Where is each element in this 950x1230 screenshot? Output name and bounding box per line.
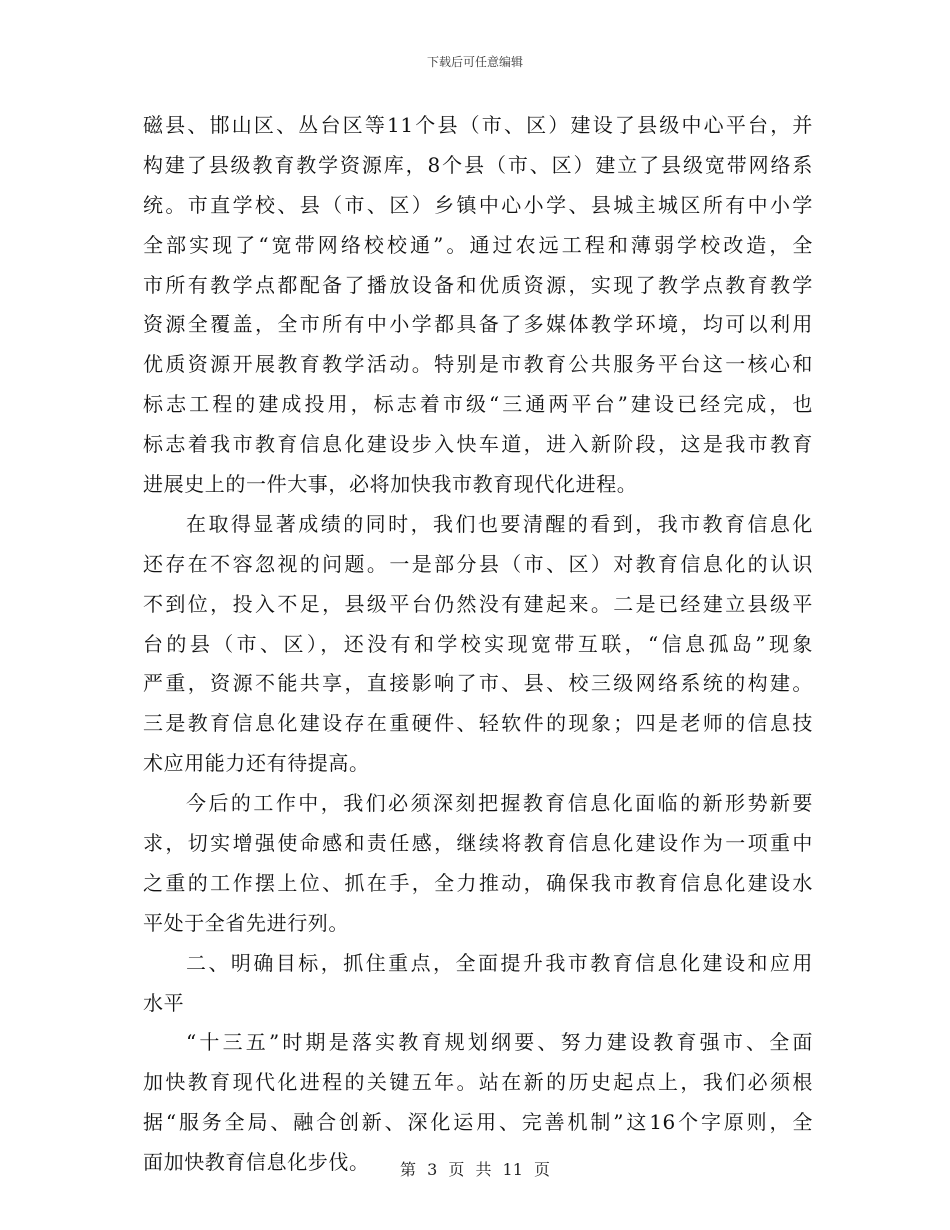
text-line: 构建了县级教育教学资源库，8个县（市、区）建立了县级宽带网络系 <box>143 152 813 177</box>
page-footer: 第 3 页 共 11 页 <box>400 1160 550 1179</box>
text-line: 磁县、邯山区、丛台区等11个县（市、区）建设了县级中心平台，并 <box>143 113 813 137</box>
paragraph <box>143 784 813 944</box>
paragraph <box>143 944 813 1024</box>
text-line: 市所有教学点都配备了播放设备和优质资源，实现了教学点教育教学 <box>143 272 813 297</box>
text-line: 严重，资源不能共享，直接影响了市、县、校三级网络系统的构建。 <box>143 671 813 696</box>
text-line: 标志工程的建成投用，标志着市级“三通两平台”建设已经完成，也 <box>143 392 813 417</box>
text-line: 全部实现了“宽带网络校校通”。通过农远工程和薄弱学校改造，全 <box>143 232 813 257</box>
page-header: 下载后可任意编辑 <box>426 55 523 69</box>
document-body <box>143 106 813 1183</box>
text-line: 求，切实增强使命感和责任感，继续将教育信息化建设作为一项重中 <box>143 831 813 856</box>
text-line: 在取得显著成绩的同时，我们也要清醒的看到，我市教育信息化 <box>186 511 813 536</box>
text-line: 今后的工作中，我们必须深刻把握教育信息化面临的新形势新要 <box>186 791 813 816</box>
text-line: “十三五”时期是落实教育规划纲要、努力建设教育强市、全面 <box>186 1030 813 1055</box>
text-line: 二、明确目标，抓住重点，全面提升我市教育信息化建设和应用 <box>186 950 813 975</box>
text-line: 优质资源开展教育教学活动。特别是市教育公共服务平台这一核心和 <box>143 352 813 377</box>
text-line: 还存在不容忽视的问题。一是部分县（市、区）对教育信息化的认识 <box>143 551 813 576</box>
text-line: 资源全覆盖，全市所有中小学都具备了多媒体教学环境，均可以利用 <box>143 312 813 337</box>
text-line: 平处于全省先进行列。 <box>143 910 349 935</box>
text-line: 三是教育信息化建设存在重硬件、轻软件的现象；四是老师的信息技 <box>143 711 813 736</box>
text-line: 加快教育现代化进程的关键五年。站在新的历史起点上，我们必须根 <box>143 1070 813 1095</box>
text-line: 面加快教育信息化步伐。 <box>143 1150 370 1175</box>
text-line: 标志着我市教育信息化建设步入快车道，进入新阶段，这是我市教育 <box>143 432 813 457</box>
text-line: 术应用能力还有待提高。 <box>143 751 370 776</box>
text-line: 不到位，投入不足，县级平台仍然没有建起来。二是已经建立县级平 <box>143 591 813 616</box>
paragraph <box>143 505 813 784</box>
text-line: 之重的工作摆上位、抓在手，全力推动，确保我市教育信息化建设水 <box>143 870 813 895</box>
paragraph <box>143 106 813 505</box>
text-line: 台的县（市、区），还没有和学校实现宽带互联，“信息孤岛”现象 <box>143 631 813 656</box>
text-line: 据“服务全局、融合创新、深化运用、完善机制”这16个字原则，全 <box>143 1110 813 1135</box>
text-line: 统。市直学校、县（市、区）乡镇中心小学、县城主城区所有中小学 <box>143 192 813 217</box>
text-line: 进展史上的一件大事，必将加快我市教育现代化进程。 <box>143 472 638 497</box>
text-line: 水平 <box>143 990 185 1015</box>
